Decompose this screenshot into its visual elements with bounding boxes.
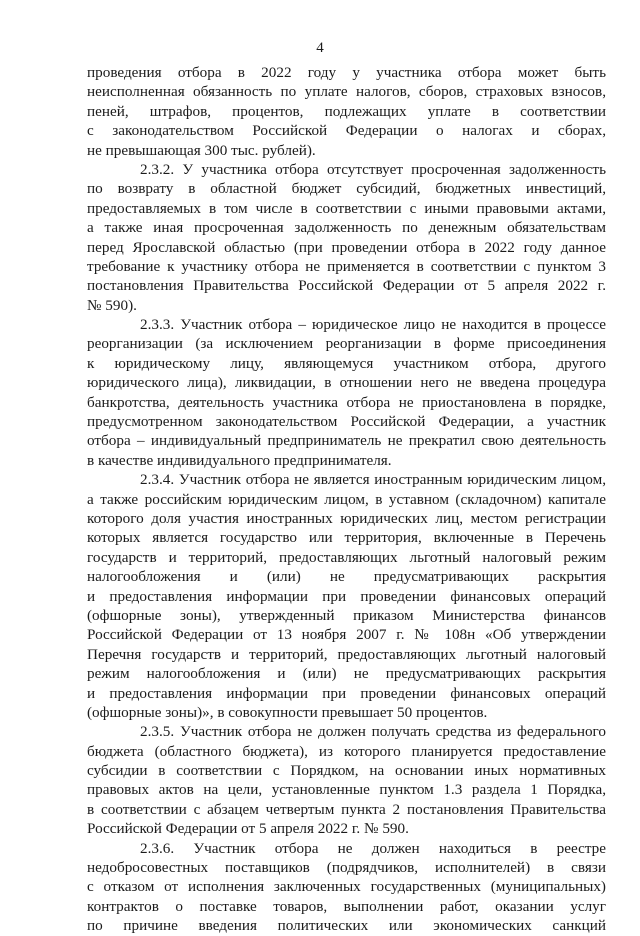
text-line: налогообложения и (или) не предусматривающих раскрытия <box>87 568 606 586</box>
text-line: в качестве индивидуального предпринимателя. <box>87 451 392 469</box>
text-line: которого доля участия иностранных юридических лиц, местом регистрации <box>87 509 606 527</box>
text-line: режим налогообложения и (или) не предусматривающих раскрытия <box>87 665 606 683</box>
text-line: предусмотренном законодательством Российской Федерации, а участник <box>87 413 606 431</box>
text-line: и предоставления информации при проведении финансовых операций <box>87 684 606 702</box>
text-line: 2.3.3. Участник отбора – юридическое лицо не находится в процессе <box>140 316 606 334</box>
text-line: пеней, штрафов, процентов, подлежащих уплате в соответствии <box>87 102 606 120</box>
text-line: недобросовестных поставщиков (подрядчиков, исполнителей) в связи <box>87 859 606 877</box>
paragraph <box>87 160 606 315</box>
paragraph <box>87 315 606 470</box>
text-line: юридического лица), ликвидации, в отношении него не введена процедура <box>87 374 606 392</box>
text-line: по возврату в областной бюджет субсидий, бюджетных инвестиций, <box>87 180 606 198</box>
text-line: правовых актов на цели, установленные пунктом 1.3 раздела 1 Порядка, <box>87 781 606 799</box>
document-text <box>87 63 606 936</box>
text-line: с законодательством Российской Федерации о налогах и сборах, <box>87 122 606 140</box>
text-line: 2.3.2. У участника отбора отсутствует просроченная задолженность <box>140 160 606 178</box>
text-line: 2.3.5. Участник отбора не должен получать средства из федерального <box>140 723 606 741</box>
text-line: Российской Федерации от 13 ноября 2007 г. № 108н «Об утверждении <box>87 626 606 644</box>
text-line: субсидии в соответствии с Порядком, на основании иных нормативных <box>87 762 606 780</box>
text-line: которых является государство или территория, включенные в Перечень <box>87 529 606 547</box>
text-line: (офшорные зоны)», в совокупности превышает 50 процентов. <box>87 703 488 721</box>
text-line: реорганизации (за исключением реорганизации в форме присоединения <box>87 335 606 353</box>
text-line: № 590). <box>87 296 137 314</box>
text-line: Российской Федерации от 5 апреля 2022 г. № 590. <box>87 820 409 838</box>
paragraph <box>87 63 606 160</box>
text-line: с отказом от исполнения заключенных государственных (муниципальных) <box>87 878 606 896</box>
paragraph <box>87 839 606 936</box>
page-number: 4 <box>316 40 324 56</box>
text-line: отбора – индивидуальный предприниматель не прекратил свою деятельность <box>87 432 606 450</box>
text-line: требование к участнику отбора не применяется в соответствии с пунктом 3 <box>87 257 606 275</box>
text-line: неисполненная обязанность по уплате налогов, сборов, страховых взносов, <box>87 83 606 101</box>
text-line: и предоставления информации при проведении финансовых операций <box>87 587 606 605</box>
text-line: банкротства, деятельность участника отбора не приостановлена в порядке, <box>87 393 606 411</box>
text-line: контрактов о поставке товаров, выполнении работ, оказании услуг <box>87 897 606 915</box>
text-line: а также российским юридическим лицом, в уставном (складочном) капитале <box>87 490 606 508</box>
paragraph <box>87 470 606 722</box>
text-line: к юридическому лицу, являющемуся участником отбора, другого <box>87 354 606 372</box>
text-line: 2.3.6. Участник отбора не должен находиться в реестре <box>140 839 606 857</box>
text-line: проведения отбора в 2022 году у участника отбора может быть <box>87 64 606 81</box>
text-line: 2.3.4. Участник отбора не является иностранным юридическим лицом, <box>140 471 606 489</box>
text-line: предоставляемых в том числе в соответствии с иными правовыми актами, <box>87 199 606 217</box>
text-line: в соответствии с абзацем четвертым пункта 2 постановления Правительства <box>87 800 606 818</box>
text-line: бюджета (областного бюджета), из которого планируется предоставление <box>87 742 606 760</box>
text-line: по причине введения политических или экономических санкций <box>87 917 606 935</box>
text-line: государств и территорий, предоставляющих льготный налоговый режим <box>87 548 606 566</box>
text-line: Перечня государств и территорий, предоставляющих льготный налоговый <box>87 645 606 663</box>
text-line: перед Ярославской областью (при проведении отбора в 2022 году данное <box>87 238 606 256</box>
paragraph <box>87 722 606 838</box>
text-line: а также иная просроченная задолженность по денежным обязательствам <box>87 219 606 237</box>
text-line: (офшорные зоны), утвержденный приказом Министерства финансов <box>87 606 606 624</box>
text-line: не превышающая 300 тыс. рублей). <box>87 141 316 159</box>
text-line: постановления Правительства Российской Федерации от 5 апреля 2022 г. <box>87 277 606 295</box>
